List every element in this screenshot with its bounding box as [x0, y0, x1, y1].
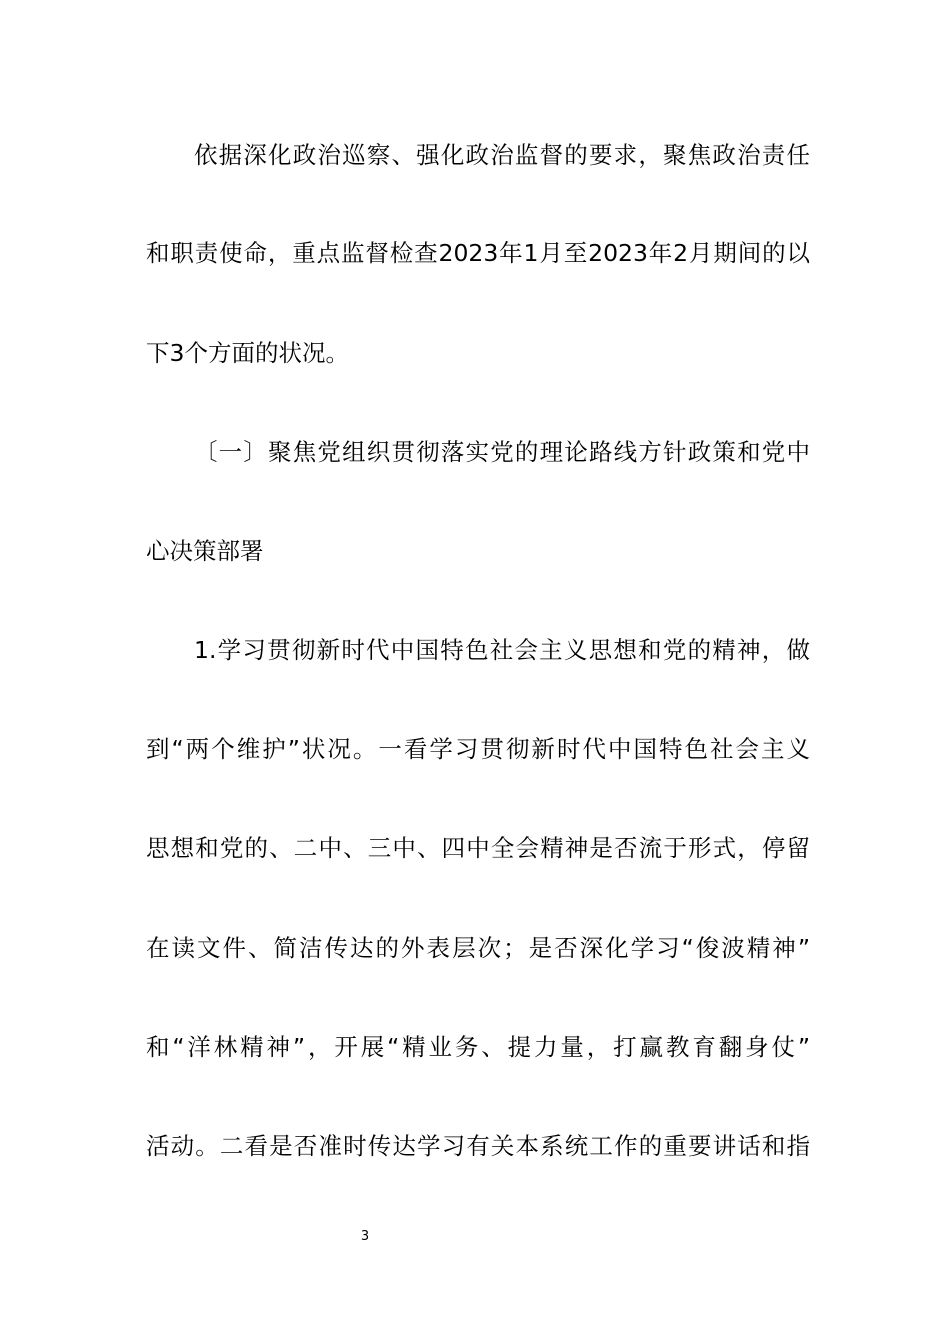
text-line: 下3个方面的状况。	[146, 339, 349, 367]
text-line: 和“洋林精神”，开展“精业务、提力量，打赢教育翻身仗”	[146, 1033, 810, 1061]
section-heading-line: 心决策部署	[146, 537, 264, 565]
text-line: 1.学习贯彻新时代中国特色社会主义思想和党的精神，做	[194, 636, 810, 664]
text-line: 和职责使命，重点监督检查2023年1月至2023年2月期间的以	[146, 239, 810, 267]
text-line: 到“两个维护”状况。一看学习贯彻新时代中国特色社会主义	[146, 735, 810, 763]
text-line: 依据深化政治巡察、强化政治监督的要求，聚焦政治责任	[194, 141, 810, 169]
text-line: 活动。二看是否准时传达学习有关本系统工作的重要讲话和指	[146, 1132, 810, 1160]
page-number: 3	[360, 1229, 370, 1244]
text-line: 思想和党的、二中、三中、四中全会精神是否流于形式，停留	[146, 834, 810, 862]
text-line: 在读文件、简洁传达的外表层次；是否深化学习“俊波精神”	[146, 934, 810, 962]
section-heading-line: 〔一〕聚焦党组织贯彻落实党的理论路线方针政策和党中	[194, 438, 810, 466]
